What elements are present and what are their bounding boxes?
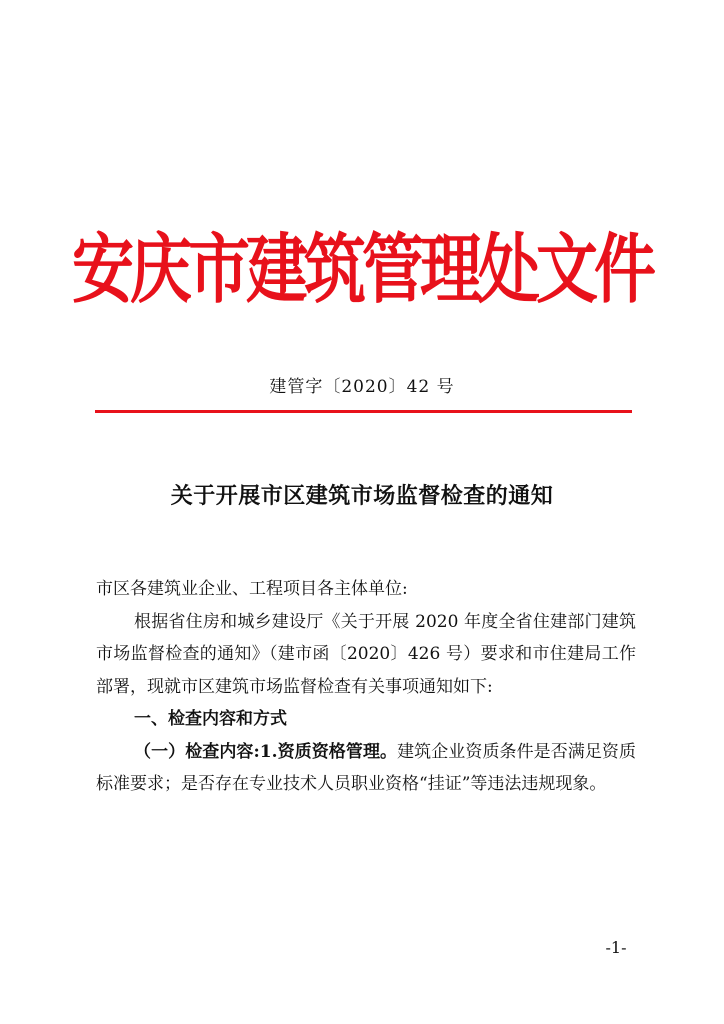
paragraph: 根据省住房和城乡建设厅《关于开展 2020 年度全省住建部门建筑市场监督检查的通知》（建市函〔2020〕426 号）要求和市住建局工作部署，现就市区建筑市场监督检查有关事项通知如下: [96,611,636,697]
document-number: 建管字〔2020〕42 号 [269,377,455,397]
masthead-title: 安庆市建筑管理处文件 [71,224,652,314]
section-heading: 一、检查内容和方式 [134,709,287,729]
salutation: 市区各建筑业企业、工程项目各主体单位: [96,579,408,599]
item-label: 1.资质资格管理。 [259,741,398,762]
red-divider-line [95,410,632,413]
subsection-text: 建筑企业资质条件是否满足资质标准要求；是否存在专业技术人员职业资格“挂证”等违法违规现象。 [96,741,637,794]
notice-title: 关于开展市区建筑市场监督检查的通知 [170,483,554,509]
subsection-label: （一）检查内容: [134,741,260,762]
subsection-paragraph [96,736,636,801]
body-text [96,573,636,801]
page-number: -1- [605,938,627,957]
